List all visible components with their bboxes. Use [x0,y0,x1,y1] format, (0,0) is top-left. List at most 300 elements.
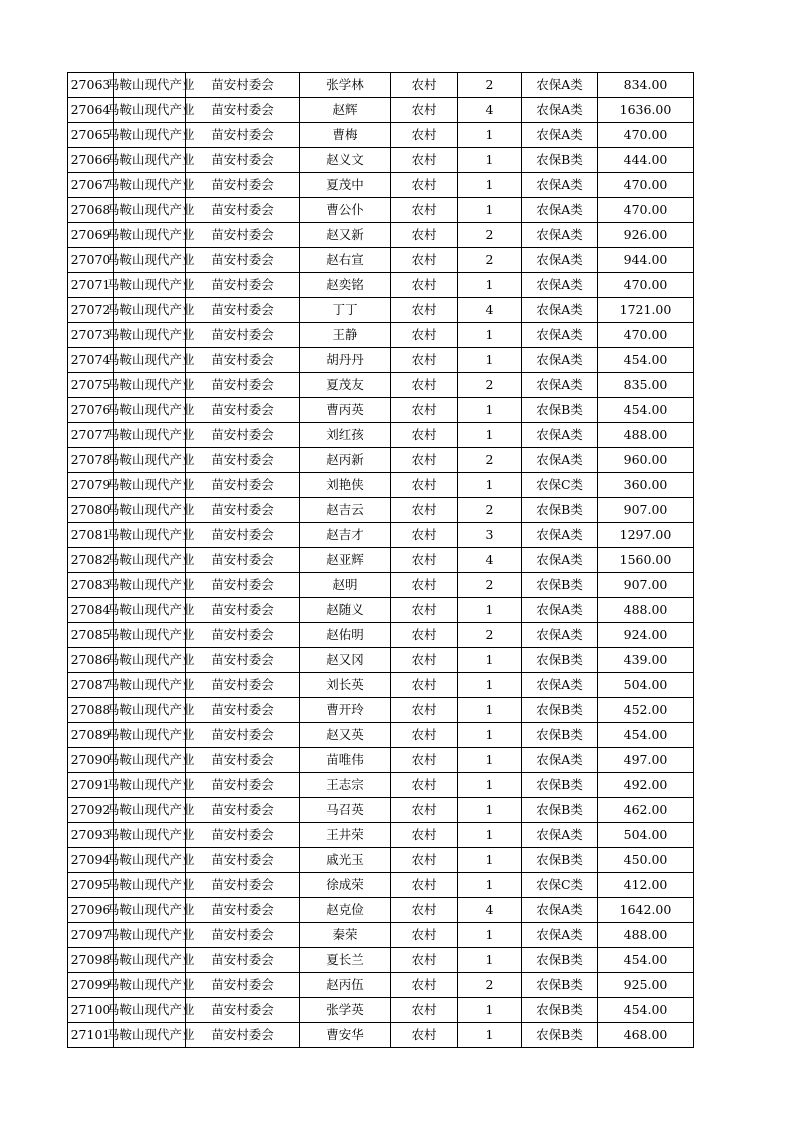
household-type-cell: 农村 [391,498,458,523]
record-id-cell: 27083 [68,573,114,598]
household-type-cell: 农村 [391,148,458,173]
insurance-category-cell: 农保A类 [522,423,598,448]
organization-text: 马鞍山现代产业 [107,77,195,92]
person-count-cell: 1 [458,673,522,698]
record-id-cell: 27071 [68,273,114,298]
household-type-cell: 农村 [391,848,458,873]
organization-cell [107,223,195,248]
person-name-cell: 赵又英 [300,723,391,748]
insurance-category-cell: 农保A类 [522,823,598,848]
organization-text: 马鞍山现代产业 [107,427,195,442]
insurance-category-cell: 农保A类 [522,73,598,98]
household-type-cell: 农村 [391,473,458,498]
person-name-cell: 曹丙英 [300,398,391,423]
person-name-cell: 赵又冈 [300,648,391,673]
record-id-cell: 27074 [68,348,114,373]
person-name-cell: 赵吉云 [300,498,391,523]
amount-cell: 944.00 [598,248,694,273]
household-type-cell: 农村 [391,173,458,198]
record-id-cell: 27068 [68,198,114,223]
record-id-cell: 27100 [68,998,114,1023]
village-committee-cell: 苗安村委会 [186,373,300,398]
organization-cell [107,523,195,548]
organization-text: 马鞍山现代产业 [107,802,195,817]
record-id-cell: 27101 [68,1023,114,1048]
village-committee-cell: 苗安村委会 [186,398,300,423]
amount-cell: 835.00 [598,373,694,398]
organization-text: 马鞍山现代产业 [107,302,195,317]
organization-cell [107,348,195,373]
amount-cell: 452.00 [598,698,694,723]
person-count-cell: 1 [458,823,522,848]
record-id-cell: 27093 [68,823,114,848]
table-row [68,448,694,473]
organization-cell [107,398,195,423]
village-committee-cell: 苗安村委会 [186,148,300,173]
insurance-category-cell: 农保B类 [522,648,598,673]
organization-cell [107,598,195,623]
record-id-cell: 27080 [68,498,114,523]
insurance-category-cell: 农保C类 [522,873,598,898]
table-row [68,823,694,848]
village-committee-cell: 苗安村委会 [186,948,300,973]
organization-cell [107,473,195,498]
person-count-cell: 1 [458,423,522,448]
household-type-cell: 农村 [391,223,458,248]
table-row [68,248,694,273]
organization-cell [107,948,195,973]
record-id-cell: 27077 [68,423,114,448]
household-type-cell: 农村 [391,298,458,323]
insurance-category-cell: 农保A类 [522,173,598,198]
village-committee-cell: 苗安村委会 [186,773,300,798]
table-row [68,948,694,973]
person-name-cell: 曹安华 [300,1023,391,1048]
village-committee-cell: 苗安村委会 [186,698,300,723]
person-count-cell: 2 [458,373,522,398]
village-committee-cell: 苗安村委会 [186,648,300,673]
person-count-cell: 1 [458,748,522,773]
organization-text: 马鞍山现代产业 [107,652,195,667]
person-count-cell: 1 [458,123,522,148]
village-committee-cell: 苗安村委会 [186,273,300,298]
amount-cell: 1636.00 [598,98,694,123]
household-type-cell: 农村 [391,748,458,773]
organization-text: 马鞍山现代产业 [107,252,195,267]
village-committee-cell: 苗安村委会 [186,548,300,573]
table-row [68,273,694,298]
amount-cell: 925.00 [598,973,694,998]
organization-text: 马鞍山现代产业 [107,702,195,717]
person-name-cell: 赵奕铭 [300,273,391,298]
amount-cell: 470.00 [598,323,694,348]
table-row [68,123,694,148]
insurance-category-cell: 农保B类 [522,573,598,598]
organization-cell [107,548,195,573]
table-row [68,998,694,1023]
village-committee-cell: 苗安村委会 [186,348,300,373]
insurance-category-cell: 农保A类 [522,298,598,323]
table-row [68,98,694,123]
table-row [68,398,694,423]
person-count-cell: 4 [458,98,522,123]
household-type-cell: 农村 [391,973,458,998]
household-type-cell: 农村 [391,698,458,723]
village-committee-cell: 苗安村委会 [186,498,300,523]
organization-cell [107,248,195,273]
amount-cell: 1642.00 [598,898,694,923]
insurance-category-cell: 农保B类 [522,723,598,748]
person-name-cell: 夏茂中 [300,173,391,198]
person-count-cell: 1 [458,723,522,748]
organization-cell [107,748,195,773]
organization-text: 马鞍山现代产业 [107,727,195,742]
household-type-cell: 农村 [391,548,458,573]
organization-text: 马鞍山现代产业 [107,902,195,917]
person-name-cell: 戚光玉 [300,848,391,873]
organization-cell [107,423,195,448]
person-count-cell: 2 [458,573,522,598]
village-committee-cell: 苗安村委会 [186,748,300,773]
person-count-cell: 1 [458,648,522,673]
insurance-category-cell: 农保A类 [522,898,598,923]
amount-cell: 907.00 [598,498,694,523]
organization-cell [107,698,195,723]
organization-cell [107,623,195,648]
organization-cell [107,823,195,848]
amount-cell: 1560.00 [598,548,694,573]
insurance-category-cell: 农保A类 [522,748,598,773]
village-committee-cell: 苗安村委会 [186,798,300,823]
table-row [68,498,694,523]
amount-cell: 1297.00 [598,523,694,548]
organization-text: 马鞍山现代产业 [107,177,195,192]
insurance-category-cell: 农保B类 [522,498,598,523]
organization-cell [107,673,195,698]
insurance-category-cell: 农保A类 [522,548,598,573]
amount-cell: 960.00 [598,448,694,473]
organization-text: 马鞍山现代产业 [107,752,195,767]
table-row [68,773,694,798]
person-count-cell: 1 [458,598,522,623]
village-committee-cell: 苗安村委会 [186,198,300,223]
record-id-cell: 27066 [68,148,114,173]
person-count-cell: 1 [458,323,522,348]
village-committee-cell: 苗安村委会 [186,298,300,323]
recipient-table [67,72,694,1048]
organization-text: 马鞍山现代产业 [107,452,195,467]
person-name-cell: 夏长兰 [300,948,391,973]
record-id-cell: 27064 [68,98,114,123]
record-id-cell: 27082 [68,548,114,573]
amount-cell: 492.00 [598,773,694,798]
insurance-category-cell: 农保A类 [522,598,598,623]
household-type-cell: 农村 [391,923,458,948]
table-row [68,848,694,873]
organization-text: 马鞍山现代产业 [107,202,195,217]
organization-text: 马鞍山现代产业 [107,977,195,992]
village-committee-cell: 苗安村委会 [186,673,300,698]
organization-text: 马鞍山现代产业 [107,877,195,892]
organization-text: 马鞍山现代产业 [107,152,195,167]
record-id-cell: 27067 [68,173,114,198]
record-id-cell: 27072 [68,298,114,323]
insurance-category-cell: 农保A类 [522,323,598,348]
record-id-cell: 27073 [68,323,114,348]
amount-cell: 462.00 [598,798,694,823]
village-committee-cell: 苗安村委会 [186,98,300,123]
table-row [68,373,694,398]
village-committee-cell: 苗安村委会 [186,173,300,198]
organization-cell [107,648,195,673]
record-id-cell: 27097 [68,923,114,948]
household-type-cell: 农村 [391,648,458,673]
amount-cell: 504.00 [598,823,694,848]
person-count-cell: 1 [458,1023,522,1048]
amount-cell: 468.00 [598,1023,694,1048]
organization-cell [107,998,195,1023]
person-count-cell: 1 [458,398,522,423]
person-name-cell: 胡丹丹 [300,348,391,373]
insurance-category-cell: 农保B类 [522,998,598,1023]
person-count-cell: 3 [458,523,522,548]
household-type-cell: 农村 [391,573,458,598]
village-committee-cell: 苗安村委会 [186,623,300,648]
person-name-cell: 赵丙伍 [300,973,391,998]
record-id-cell: 27086 [68,648,114,673]
organization-text: 马鞍山现代产业 [107,852,195,867]
insurance-category-cell: 农保B类 [522,798,598,823]
village-committee-cell: 苗安村委会 [186,73,300,98]
person-name-cell: 赵明 [300,573,391,598]
household-type-cell: 农村 [391,998,458,1023]
insurance-category-cell: 农保A类 [522,673,598,698]
table-row [68,198,694,223]
table-row [68,223,694,248]
person-count-cell: 1 [458,273,522,298]
table-row [68,348,694,373]
household-type-cell: 农村 [391,348,458,373]
organization-cell [107,723,195,748]
person-count-cell: 1 [458,773,522,798]
insurance-category-cell: 农保B类 [522,773,598,798]
person-name-cell: 马召英 [300,798,391,823]
organization-text: 马鞍山现代产业 [107,227,195,242]
village-committee-cell: 苗安村委会 [186,873,300,898]
table-row [68,748,694,773]
person-name-cell: 张学林 [300,73,391,98]
table-row [68,698,694,723]
person-name-cell: 王静 [300,323,391,348]
organization-cell [107,898,195,923]
insurance-category-cell: 农保B类 [522,148,598,173]
organization-text: 马鞍山现代产业 [107,927,195,942]
insurance-category-cell: 农保A类 [522,198,598,223]
record-id-cell: 27065 [68,123,114,148]
organization-cell [107,448,195,473]
organization-cell [107,848,195,873]
record-id-cell: 27098 [68,948,114,973]
village-committee-cell: 苗安村委会 [186,423,300,448]
record-id-cell: 27094 [68,848,114,873]
person-name-cell: 刘长英 [300,673,391,698]
amount-cell: 470.00 [598,273,694,298]
household-type-cell: 农村 [391,598,458,623]
amount-cell: 926.00 [598,223,694,248]
village-committee-cell: 苗安村委会 [186,523,300,548]
person-name-cell: 赵又新 [300,223,391,248]
person-name-cell: 王井荣 [300,823,391,848]
insurance-category-cell: 农保A类 [522,248,598,273]
table-row [68,723,694,748]
village-committee-cell: 苗安村委会 [186,848,300,873]
person-count-cell: 1 [458,848,522,873]
organization-cell [107,498,195,523]
person-name-cell: 王志宗 [300,773,391,798]
household-type-cell: 农村 [391,423,458,448]
village-committee-cell: 苗安村委会 [186,323,300,348]
record-id-cell: 27081 [68,523,114,548]
record-id-cell: 27088 [68,698,114,723]
household-type-cell: 农村 [391,323,458,348]
insurance-category-cell: 农保B类 [522,398,598,423]
village-committee-cell: 苗安村委会 [186,123,300,148]
person-name-cell: 刘艳侠 [300,473,391,498]
organization-cell [107,273,195,298]
organization-text: 马鞍山现代产业 [107,477,195,492]
organization-text: 马鞍山现代产业 [107,402,195,417]
table-row [68,873,694,898]
record-id-cell: 27075 [68,373,114,398]
organization-cell [107,373,195,398]
person-count-cell: 2 [458,498,522,523]
person-count-cell: 1 [458,348,522,373]
organization-text: 马鞍山现代产业 [107,777,195,792]
table-row [68,298,694,323]
organization-cell [107,798,195,823]
person-name-cell: 赵吉才 [300,523,391,548]
insurance-category-cell: 农保B类 [522,698,598,723]
record-id-cell: 27063 [68,73,114,98]
record-id-cell: 27078 [68,448,114,473]
insurance-category-cell: 农保C类 [522,473,598,498]
amount-cell: 504.00 [598,673,694,698]
organization-cell [107,298,195,323]
household-type-cell: 农村 [391,823,458,848]
person-count-cell: 4 [458,298,522,323]
table-row [68,673,694,698]
person-name-cell: 徐成荣 [300,873,391,898]
village-committee-cell: 苗安村委会 [186,448,300,473]
person-name-cell: 赵辉 [300,98,391,123]
record-id-cell: 27089 [68,723,114,748]
amount-cell: 1721.00 [598,298,694,323]
amount-cell: 497.00 [598,748,694,773]
table-row [68,898,694,923]
village-committee-cell: 苗安村委会 [186,223,300,248]
person-count-cell: 2 [458,248,522,273]
organization-text: 马鞍山现代产业 [107,327,195,342]
amount-cell: 454.00 [598,723,694,748]
organization-cell [107,173,195,198]
person-name-cell: 赵克俭 [300,898,391,923]
person-count-cell: 1 [458,173,522,198]
household-type-cell: 农村 [391,373,458,398]
organization-text: 马鞍山现代产业 [107,827,195,842]
person-name-cell: 赵丙新 [300,448,391,473]
household-type-cell: 农村 [391,398,458,423]
organization-cell [107,923,195,948]
amount-cell: 444.00 [598,148,694,173]
household-type-cell: 农村 [391,98,458,123]
person-count-cell: 1 [458,698,522,723]
insurance-category-cell: 农保A类 [522,98,598,123]
insurance-category-cell: 农保B类 [522,1023,598,1048]
table-row [68,523,694,548]
insurance-category-cell: 农保B类 [522,848,598,873]
organization-cell [107,1023,195,1048]
person-name-cell: 赵亚辉 [300,548,391,573]
organization-text: 马鞍山现代产业 [107,277,195,292]
organization-cell [107,98,195,123]
record-id-cell: 27069 [68,223,114,248]
organization-text: 马鞍山现代产业 [107,602,195,617]
amount-cell: 488.00 [598,923,694,948]
organization-cell [107,773,195,798]
person-name-cell: 赵随义 [300,598,391,623]
person-name-cell: 夏茂友 [300,373,391,398]
insurance-category-cell: 农保A类 [522,623,598,648]
record-id-cell: 27095 [68,873,114,898]
household-type-cell: 农村 [391,448,458,473]
record-id-cell: 27070 [68,248,114,273]
table-row [68,923,694,948]
table-row [68,148,694,173]
household-type-cell: 农村 [391,898,458,923]
organization-cell [107,73,195,98]
record-id-cell: 27092 [68,798,114,823]
village-committee-cell: 苗安村委会 [186,1023,300,1048]
record-id-cell: 27079 [68,473,114,498]
amount-cell: 488.00 [598,598,694,623]
village-committee-cell: 苗安村委会 [186,923,300,948]
person-name-cell: 刘红孩 [300,423,391,448]
household-type-cell: 农村 [391,798,458,823]
person-count-cell: 2 [458,973,522,998]
person-count-cell: 1 [458,798,522,823]
village-committee-cell: 苗安村委会 [186,823,300,848]
organization-text: 马鞍山现代产业 [107,102,195,117]
table-row [68,73,694,98]
record-id-cell: 27084 [68,598,114,623]
organization-cell [107,973,195,998]
person-count-cell: 2 [458,73,522,98]
record-id-cell: 27085 [68,623,114,648]
record-id-cell: 27087 [68,673,114,698]
household-type-cell: 农村 [391,248,458,273]
amount-cell: 439.00 [598,648,694,673]
village-committee-cell: 苗安村委会 [186,248,300,273]
person-name-cell: 赵佑明 [300,623,391,648]
organization-text: 马鞍山现代产业 [107,952,195,967]
organization-text: 马鞍山现代产业 [107,527,195,542]
household-type-cell: 农村 [391,873,458,898]
amount-cell: 360.00 [598,473,694,498]
village-committee-cell: 苗安村委会 [186,723,300,748]
person-count-cell: 1 [458,473,522,498]
household-type-cell: 农村 [391,123,458,148]
household-type-cell: 农村 [391,773,458,798]
